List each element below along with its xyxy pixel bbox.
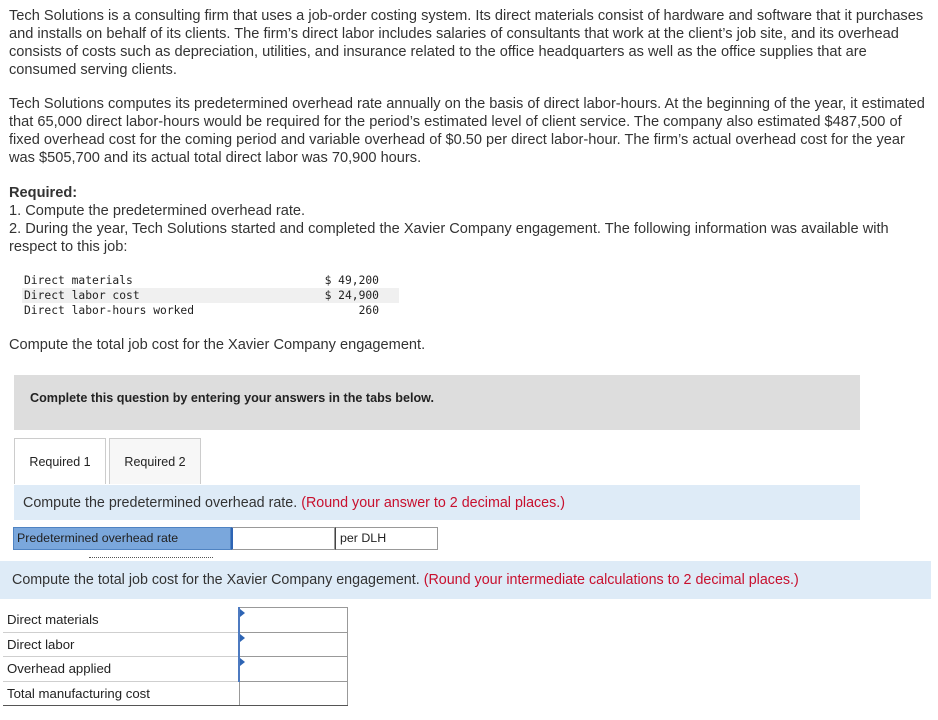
input-marker-icon [240,658,245,666]
overhead-rate-input[interactable] [231,527,335,550]
required-2-prompt-bar [0,561,931,599]
total-manufacturing-cost-cell [239,681,347,706]
dotted-divider [89,557,213,558]
tab-required-2[interactable]: Required 2 [109,438,201,484]
overhead-applied-input[interactable] [240,657,347,681]
required-1-text: 1. Compute the predetermined overhead rate. [9,203,306,219]
total-manufacturing-cost-input[interactable] [240,682,347,706]
required-1-prompt-bar [14,485,860,520]
job-info-value: $ 49,200 [324,274,379,287]
direct-materials-input[interactable] [240,608,347,632]
compute-total-text: Compute the total job cost for the Xavier Company engagement. [9,337,426,353]
job-info-table [22,273,399,318]
required-1-round-note: (Round your answer to 2 decimal places.) [301,494,566,511]
overhead-applied-label: Overhead applied [3,657,239,682]
direct-materials-cell [239,608,347,633]
instructions-banner [14,375,860,430]
required-heading: Required: [9,185,78,201]
job-info-value: 260 [358,304,379,317]
table-row [3,681,347,706]
table-row [3,608,347,633]
banner-text: Complete this question by entering your answers in the tabs below. [30,391,434,405]
table-row [22,303,399,318]
required-2-round-note: (Round your intermediate calculations to 2 decimal places.) [423,572,799,588]
table-row [22,288,399,303]
input-marker-icon [240,609,245,617]
job-info-label: Direct labor cost [22,288,287,303]
overhead-rate-label: Predetermined overhead rate [13,527,231,550]
overhead-applied-cell [239,657,347,682]
required-2-text: 2. During the year, Tech Solutions started and completed the Xavier Company engagement. The following information was available with respect to this job: [9,221,889,255]
direct-labor-input[interactable] [240,633,347,657]
direct-labor-label: Direct labor [3,632,239,657]
direct-materials-label: Direct materials [3,608,239,633]
job-info-label: Direct materials [24,274,133,287]
input-marker-icon [240,634,245,642]
required-1-prompt: Compute the predetermined overhead rate. [23,494,298,511]
overhead-rate-unit: per DLH [335,527,438,550]
tab-required-1[interactable]: Required 1 [14,438,106,484]
problem-paragraph-2: Tech Solutions computes its predetermined overhead rate annually on the basis of direct labor-hours. At the beginning of the year, it estimated that 65,000 direct labor-hours would be required for the period’s estimated level of client service. The company also estimated $487,500 of fixed overhead cost for the coming period and variable overhead of $0.50 per direct labor-hour. The firm’s actual overhead cost for the year was $505,700 and its actual total direct labor was 70,900 hours. [9,96,925,166]
job-cost-table [3,607,348,706]
table-row [22,273,399,288]
job-info-label: Direct labor-hours worked [24,304,195,317]
table-row [3,632,347,657]
table-row [3,657,347,682]
total-manufacturing-cost-label: Total manufacturing cost [3,681,239,706]
required-2-prompt: Compute the total job cost for the Xavier Company engagement. [12,572,420,588]
job-info-value: $ 24,900 [287,288,399,303]
direct-labor-cell [239,632,347,657]
problem-paragraph-1: Tech Solutions is a consulting firm that uses a job-order costing system. Its direct materials consist of hardware and software that it purchases and installs on behalf of its clients. The firm’s direct labor includes salaries of consultants that work at the client’s job site, and its overhead consists of costs such as depreciation, utilities, and insurance related to the office headquarters as well as the office supplies that are consumed serving clients. [9,8,924,78]
